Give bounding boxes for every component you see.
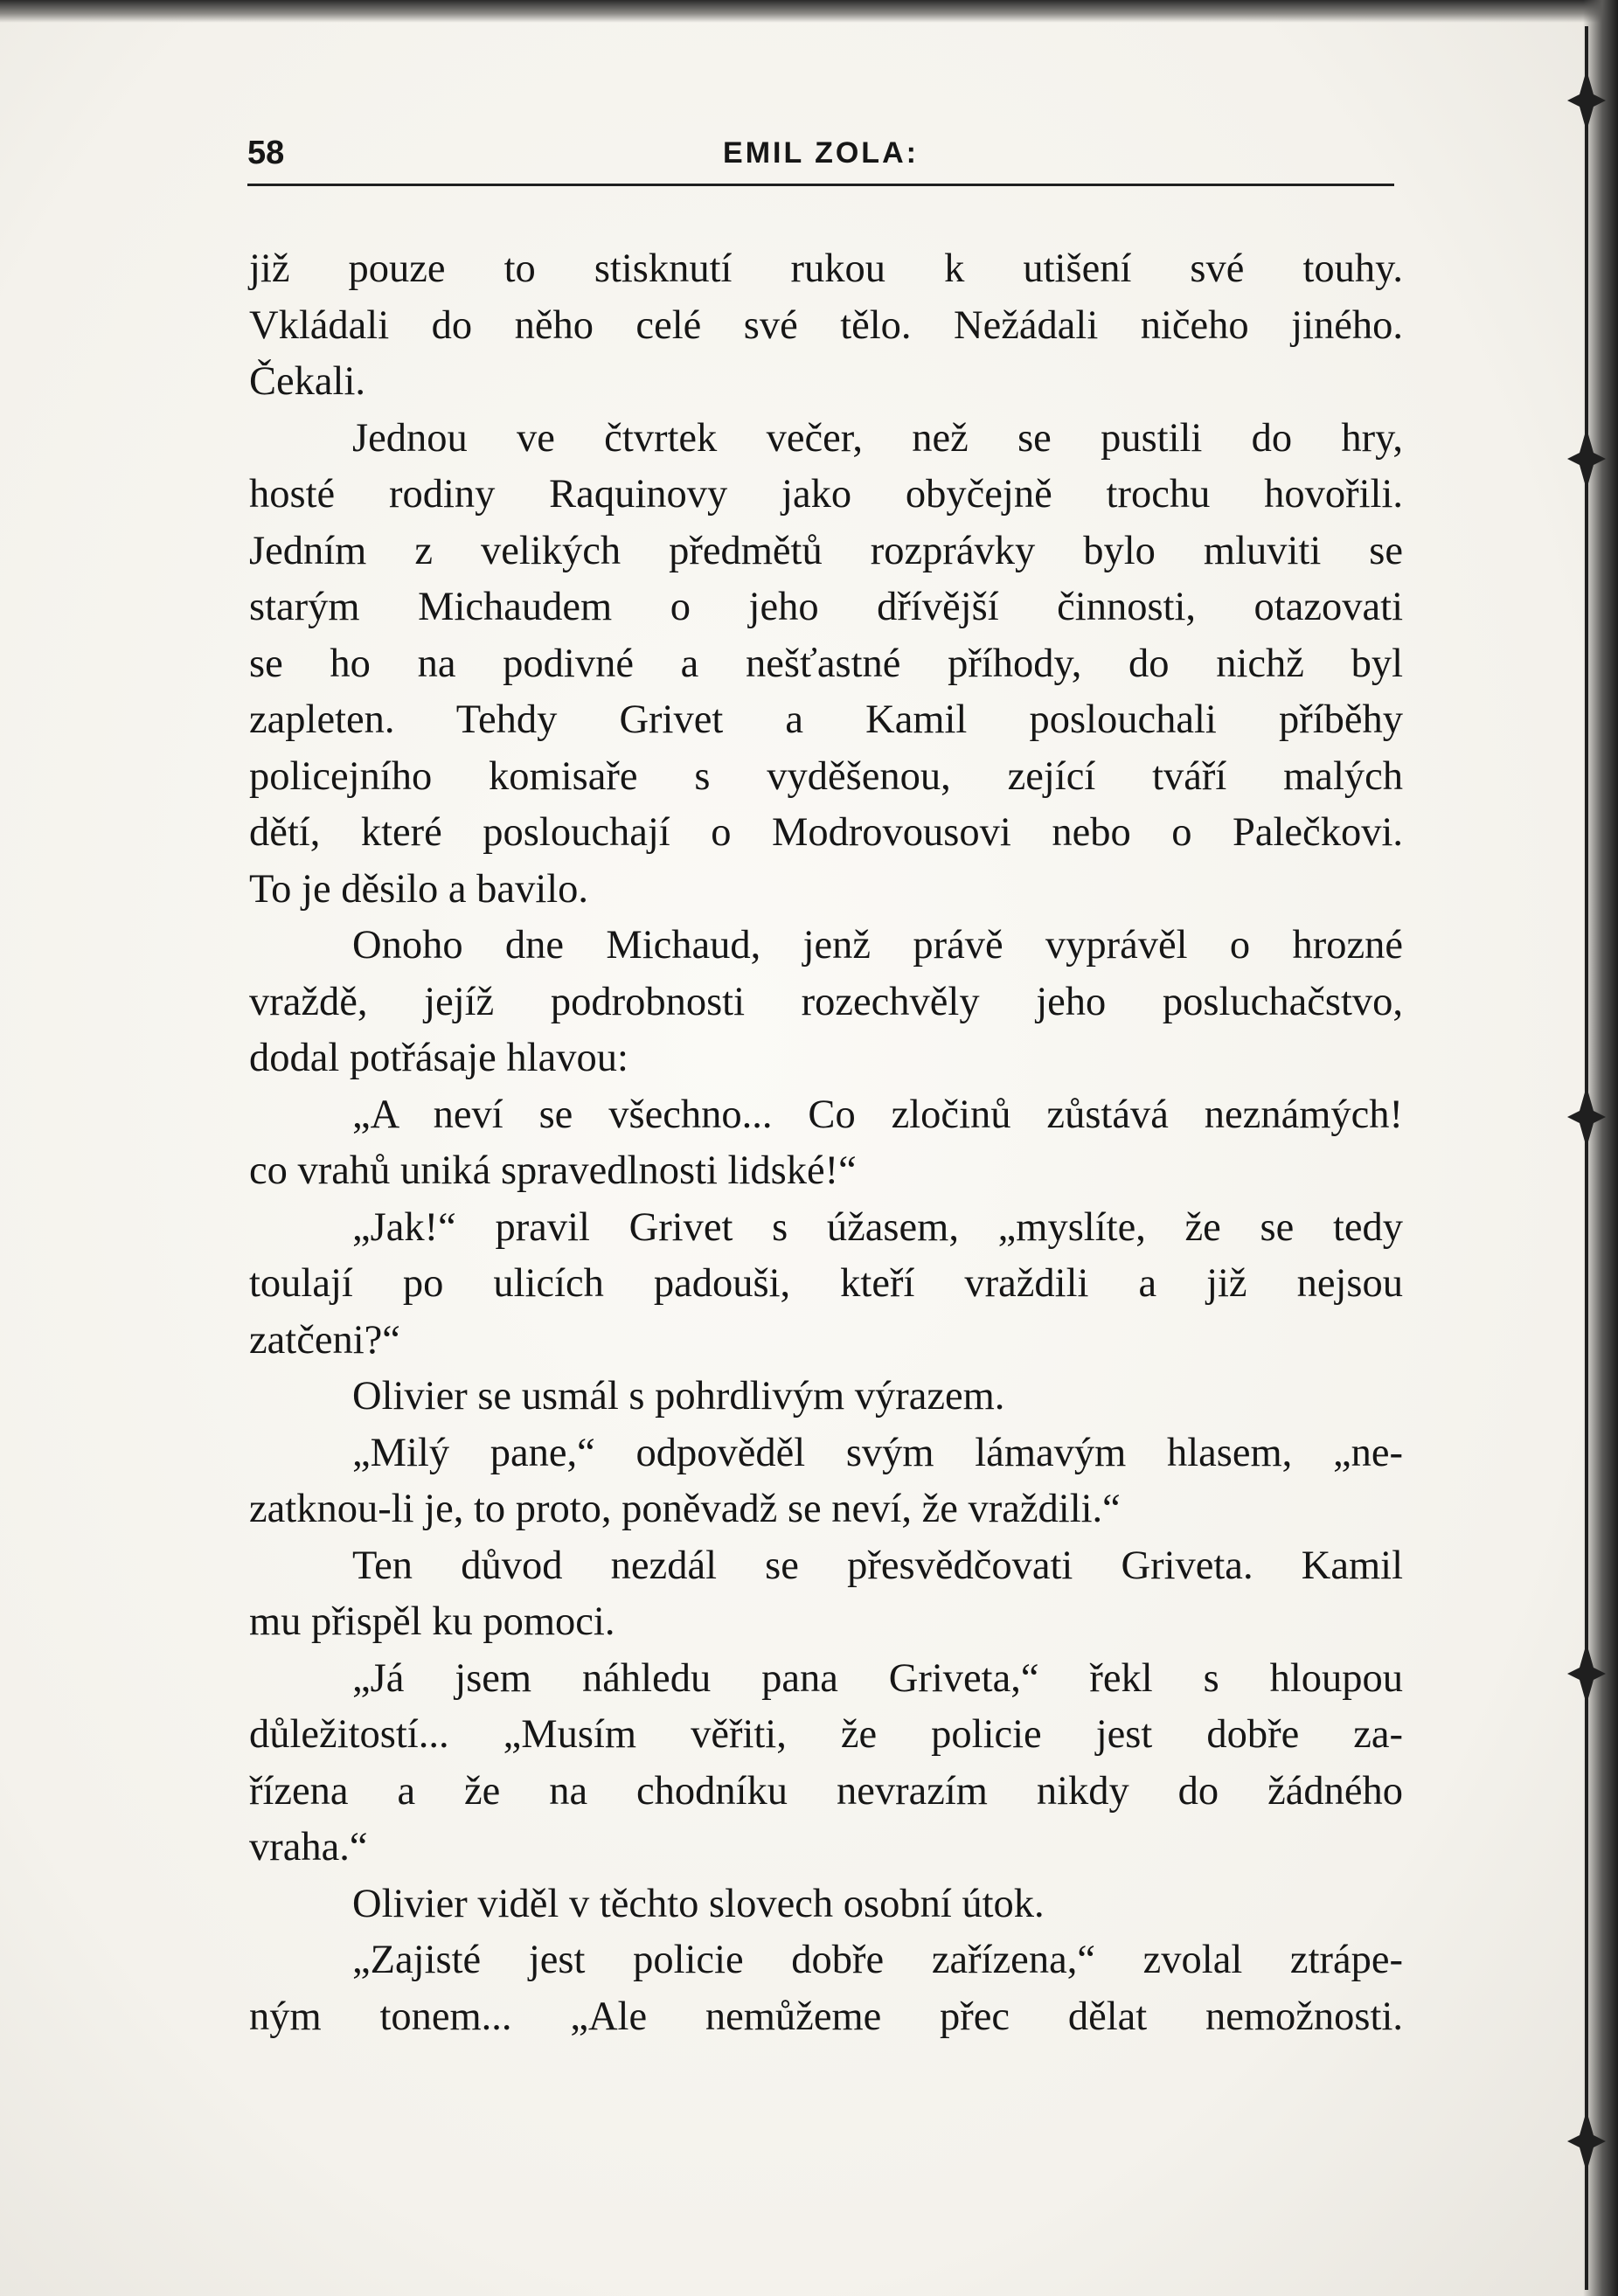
text-line: dodal potřásaje hlavou: [249, 1036, 628, 1080]
text-line: „Milý pane,“ odpověděl svým lámavým hlasem, „ne- [352, 1430, 1403, 1475]
text-line: mu přispěl ku pomoci. [249, 1599, 615, 1644]
body-text [249, 241, 1403, 2045]
text-line: Jedním z velikých předmětů rozprávky bylo mluviti se [249, 528, 1403, 573]
binding-rule [1585, 26, 1588, 2290]
text-line: Jednou ve čtvrtek večer, než se pustili do hry, [352, 415, 1403, 461]
text-line: Onoho dne Michaud, jenž právě vyprávěl o hrozné [352, 923, 1403, 968]
text-line: To je děsilo a bavilo. [249, 866, 589, 912]
text-line: starým Michaudem o jeho dřívější činnosti, otazovati [249, 585, 1403, 629]
text-line: Ten důvod nezdál se přesvědčovati Griveta. Kamil [352, 1543, 1403, 1588]
binding-ornament-icon [1567, 428, 1606, 489]
text-line: vraha.“ [249, 1825, 368, 1869]
text-line: hosté rodiny Raquinovy jako obyčejně trochu hovořili. [249, 472, 1403, 517]
text-line: Olivier viděl v těchto slovech osobní útok. [352, 1881, 1045, 1926]
text-line: Olivier se usmál s pohrdlivým výrazem. [352, 1374, 1005, 1419]
text-line: již pouze to stisknutí rukou k utišení své touhy. [249, 246, 1403, 291]
text-line: toulají po ulicích padouši, kteří vraždili a již nejsou [249, 1261, 1403, 1306]
text-line: řízena a že na chodníku nevrazím nikdy do žádného [249, 1768, 1403, 1814]
text-line: zapleten. Tehdy Grivet a Kamil poslouchali příběhy [249, 697, 1403, 742]
text-line: Čekali. [249, 359, 366, 404]
text-line: co vrahů uniká spravedlnosti lidské!“ [249, 1148, 857, 1193]
text-line: důležitostí... „Musím věřiti, že policie jest dobře za- [249, 1712, 1403, 1757]
text-line: Vkládali do něho celé své tělo. Nežádali ničeho jiného. [249, 302, 1403, 348]
text-line: dětí, které poslouchají o Modrovousovi nebo o Palečkovi. [249, 810, 1403, 855]
text-line: zatknou-li je, to proto, poněvadž se neví, že vraždili.“ [249, 1487, 1121, 1531]
page-top-edge-shadow [0, 0, 1618, 23]
text-line: „Zajisté jest policie dobře zařízena,“ zvolal ztrápe- [352, 1938, 1403, 1982]
text-line: vraždě, jejíž podrobnosti rozechvěly jeho posluchačstvo, [249, 979, 1403, 1024]
binding-ornament-icon [1567, 70, 1606, 131]
binding-ornament-icon [1567, 1643, 1606, 1704]
text-line: ným tonem... „Ale nemůžeme přec dělat nemožnosti. [249, 1994, 1403, 2039]
running-head: EMIL ZOLA: [723, 136, 919, 170]
text-line: se ho na podivné a nešťastné příhody, do nichž byl [249, 641, 1403, 686]
binding-ornament-icon [1567, 1086, 1606, 1148]
text-line: „A neví se všechno... Co zločinů zůstává neznámých! [352, 1092, 1403, 1137]
text-line: policejního komisaře s vyděšenou, zející tváří malých [249, 753, 1403, 799]
text-line: „Jak!“ pravil Grivet s úžasem, „myslíte, že se tedy [352, 1204, 1403, 1250]
page-right-edge-shadow [1583, 0, 1618, 2296]
text-line: „Já jsem náhledu pana Griveta,“ řekl s hloupou [352, 1655, 1403, 1701]
page-header [247, 131, 1394, 186]
binding-ornament-icon [1567, 2111, 1606, 2172]
text-line: zatčeni?“ [249, 1317, 400, 1363]
page-number: 58 [247, 135, 285, 171]
